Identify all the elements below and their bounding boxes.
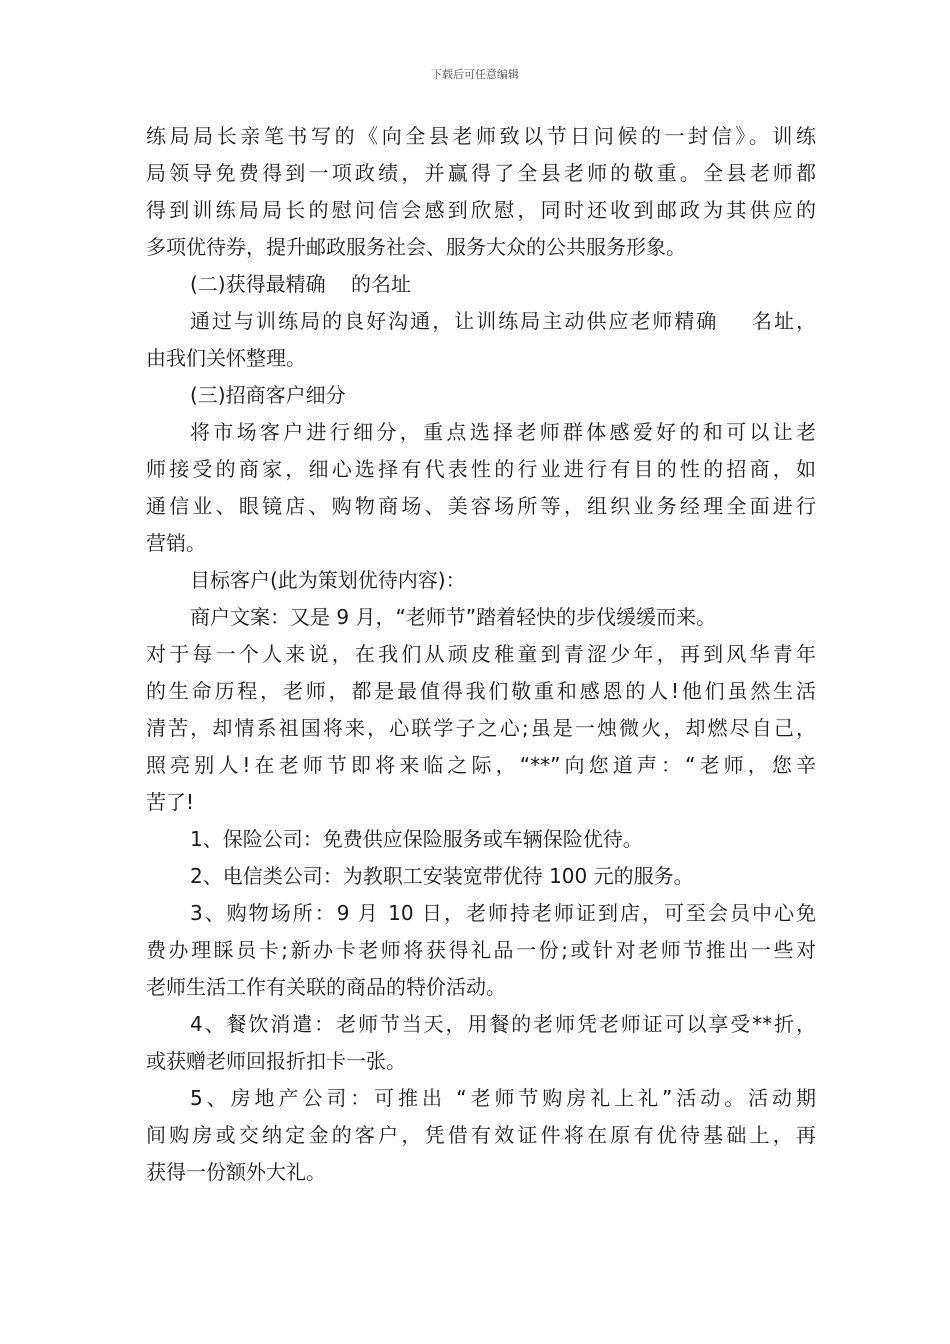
text-line: 营销。 [146,531,206,555]
page-header: 下载后可任意编辑 [431,68,519,81]
text-line: 将市场客户进行细分，重点选择老师群体感爱好的和可以让老 [190,420,816,444]
text-line: 通信业、眼镜店、购物商场、美容场所等，组织业务经理全面进行 [146,494,816,518]
document-body [146,118,816,1191]
text-line: 4、餐饮消遣：老师节当天，用餐的老师凭老师证可以享受**折， [190,1012,816,1036]
text-line: 对于每一个人来说，在我们从顽皮稚童到青涩少年，再到风华青年 [146,642,816,666]
text-line: 老师生活工作有关联的商品的特价活动。 [146,975,506,999]
text-line: 或获赠老师回报折扣卡一张。 [146,1049,406,1073]
text-line: 1、保险公司：免费供应保险服务或车辆保险优待。 [190,827,643,851]
text-line: 师接受的商家，细心选择有代表性的行业进行有目的性的招商，如 [146,457,816,481]
text-line: 清苦，却情系祖国将来，心联学子之心;虽是一烛微火，却燃尽自己， [146,716,816,740]
text-line: 由我们关怀整理。 [146,346,306,370]
text-line: 目标客户(此为策划优待内容)： [190,568,466,592]
text-line: 费办理睬员卡;新办卡老师将获得礼品一份;或针对老师节推出一些对 [146,938,816,962]
text-line: 苦了! [146,790,195,814]
text-line: 多项优待券，提升邮政服务社会、服务大众的公共服务形象。 [146,235,686,259]
text-line: 通过与训练局的良好沟通，让训练局主动供应老师精确 名址， [190,309,816,333]
text-line: 商户文案：又是 9 月，“老师节”踏着轻快的步伐缓缓而来。 [190,605,717,629]
text-line: 获得一份额外大礼。 [146,1160,326,1184]
text-line: 的生命历程，老师，都是最值得我们敬重和感恩的人!他们虽然生活 [146,679,816,703]
text-line: 得到训练局局长的慰问信会感到欣慰，同时还收到邮政为其供应的 [146,198,816,222]
text-line: 练局局长亲笔书写的《向全县老师致以节日问候的一封信》。训练 [146,124,816,148]
text-line: 局领导免费得到一项政绩，并赢得了全县老师的敬重。全县老师都 [146,161,816,185]
text-line: 2、电信类公司：为教职工安装宽带优待 100 元的服务。 [190,864,694,888]
text-line: 照亮别人!在老师节即将来临之际，“**”向您道声：“老师，您辛 [146,753,816,777]
text-line: (二)获得最精确 的名址 [190,272,412,296]
text-line: 5、房地产公司：可推出 “老师节购房礼上礼”活动。活动期 [190,1086,816,1110]
text-line: 间购房或交纳定金的客户，凭借有效证件将在原有优待基础上，再 [146,1123,816,1147]
text-line: (三)招商客户细分 [190,383,346,407]
text-line: 3、购物场所：9 月 10 日，老师持老师证到店，可至会员中心免 [190,901,816,925]
